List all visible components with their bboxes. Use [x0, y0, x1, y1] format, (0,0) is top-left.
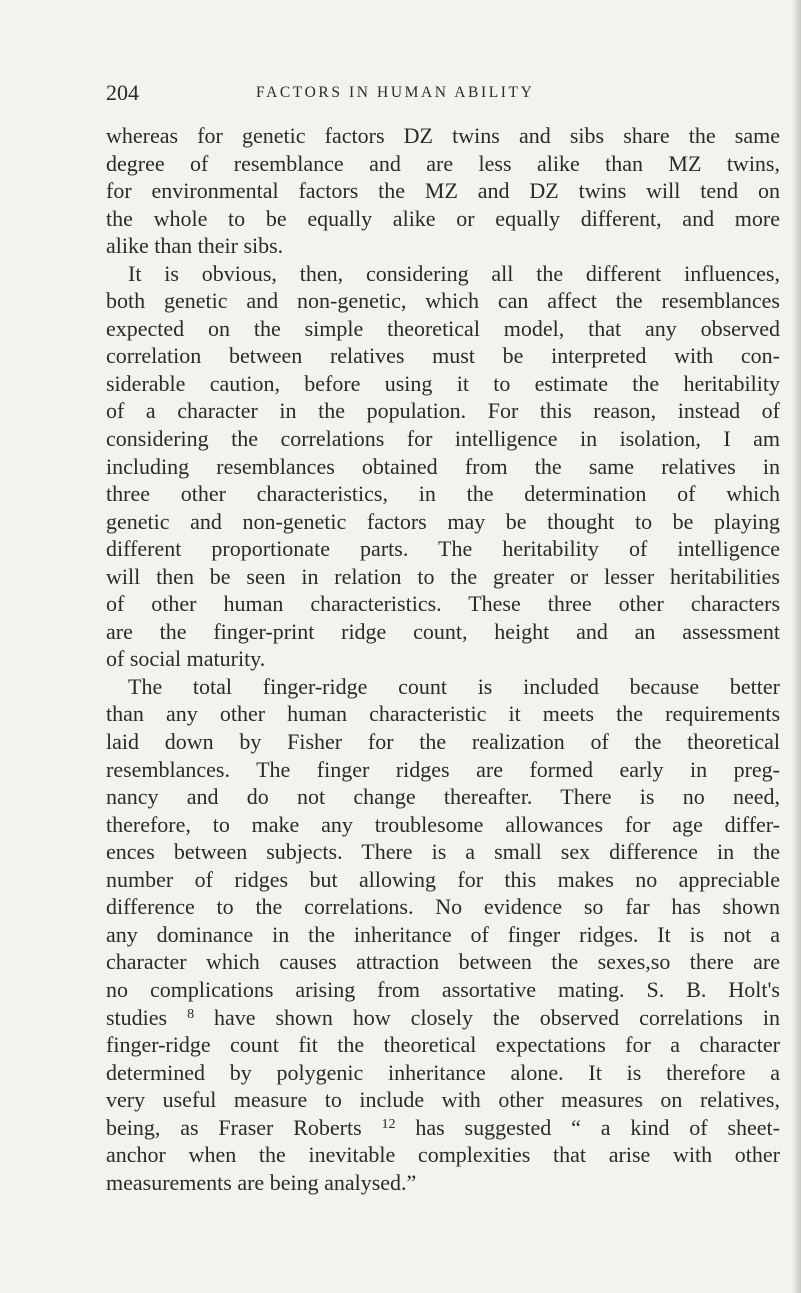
text-line: measurements are being analysed.”: [106, 1169, 417, 1195]
text-line: nancy and do not change thereafter. There is no need,: [106, 784, 780, 810]
text-line: The total finger-ridge count is included because better: [128, 673, 780, 699]
line-text: being, as Fraser Roberts: [106, 1114, 382, 1140]
text-line: different proportionate parts. The heritability of intelligence: [106, 536, 780, 562]
text-line: genetic and non-genetic factors may be thought to be playing: [106, 508, 780, 534]
text-line: whereas for genetic factors DZ twins and sibs share the same: [106, 123, 780, 148]
text-line: therefore, to make any troublesome allowances for age differ-: [106, 811, 780, 837]
body-text: [106, 122, 780, 1196]
text-line: siderable caution, before using it to estimate the heritability: [106, 370, 780, 396]
text-line: no complications arising from assortative mating. S. B. Holt's: [106, 976, 780, 1002]
text-line: alike than their sibs.: [106, 233, 284, 259]
text-line: It is obvious, then, considering all the different influences,: [128, 260, 780, 286]
citation-ref: 8: [187, 1006, 195, 1022]
text-line: ences between subjects. There is a small sex difference in the: [106, 839, 780, 865]
line-text: have shown how closely the observed correlations in: [194, 1004, 780, 1030]
text-line: expected on the simple theoretical model, that any observed: [106, 315, 780, 341]
text-line: of a character in the population. For this reason, instead of: [106, 398, 780, 424]
text-line: very useful measure to include with other measures on relatives,: [106, 1087, 780, 1113]
text-line: than any other human characteristic it meets the requirements: [106, 701, 780, 727]
line-text: studies: [106, 1004, 188, 1030]
text-line: of social maturity.: [106, 646, 266, 672]
text-line: considering the correlations for intelligence in isolation, I am: [106, 426, 780, 452]
text-line: correlation between relatives must be interpreted with con-: [106, 343, 780, 369]
text-line: will then be seen in relation to the greater or lesser heritabilities: [106, 563, 780, 589]
text-line: finger-ridge count fit the theoretical expectations for a character: [106, 1032, 780, 1058]
text-line: both genetic and non-genetic, which can affect the resemblances: [106, 288, 780, 314]
text-line: number of ridges but allowing for this makes no appreciable: [106, 866, 780, 892]
line-text: has suggested “ a kind of sheet-: [395, 1114, 780, 1140]
text-line: resemblances. The finger ridges are formed early in preg-: [106, 756, 780, 782]
citation-ref: 12: [381, 1116, 396, 1132]
text-line: degree of resemblance and are less alike than MZ twins,: [106, 150, 780, 176]
text-line: for environmental factors the MZ and DZ twins will tend on: [106, 178, 780, 204]
text-line: difference to the correlations. No evidence so far has shown: [106, 894, 780, 920]
text-line: of other human characteristics. These three other characters: [106, 591, 780, 617]
page-number: 204: [106, 80, 139, 105]
text-line: are the finger-print ridge count, height and an assessment: [106, 618, 780, 644]
page-edge-shadow: [791, 0, 801, 1293]
running-head: [106, 80, 712, 110]
text-line: character which causes attraction between the sexes,so there are: [106, 949, 780, 975]
text-line: anchor when the inevitable complexities that arise with other: [106, 1142, 780, 1168]
text-line-with-citation: [106, 1004, 780, 1032]
text-line: laid down by Fisher for the realization of the theoretical: [106, 729, 780, 755]
text-line-with-citation: [106, 1114, 780, 1142]
text-line: three other characteristics, in the determination of which: [106, 481, 780, 507]
text-line: the whole to be equally alike or equally different, and more: [106, 205, 780, 231]
running-title: FACTORS IN HUMAN ABILITY: [256, 84, 535, 101]
text-line: determined by polygenic inheritance alone. It is therefore a: [106, 1059, 780, 1085]
text-line: any dominance in the inheritance of finger ridges. It is not a: [106, 921, 780, 947]
text-line: including resemblances obtained from the same relatives in: [106, 453, 780, 479]
